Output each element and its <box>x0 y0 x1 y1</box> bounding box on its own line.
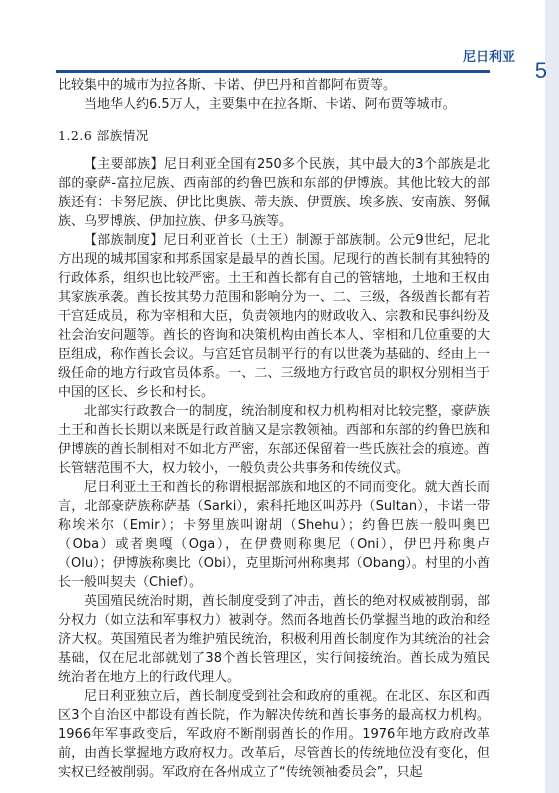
paragraph-after-independence: 尼日利亚独立后，酋长制度受到社会和政府的重视。在北区、东区和西区3个自治区中都设有酋长院，作为解决传统和酋长事务的最高权力机构。1966年军事政变后，军政府不断削弱酋长的作用。1976年地方政府改革前，由酋长掌握地方政府权力。改革后，尽管酋长的传统地位没有变化，但实权已经被削弱。军政府在各州成立了“传统领袖委员会”，只起 <box>58 689 490 780</box>
side-color-band <box>545 0 559 793</box>
paragraph-north-system: 北部实行政教合一的制度，统治制度和权力机构相对比较完整，豪萨族土王和酋长长期以来既是行政首脑又是宗教领袖。西部和东部的约鲁巴族和伊博族的酋长制相对不如北方严密，东部还保留着一些氏族社会的痕迹。酋长管辖范围不大，权力较小，一般负责公共事务和传统仪式。 <box>58 404 490 476</box>
section-heading: 1.2.6 部族情况 <box>58 128 149 143</box>
paragraph-titles: 尼日利亚土王和酋长的称谓根据部族和地区的不同而变化。就大酋长而言，北部豪萨族称萨基（Sarki），索科托地区叫苏丹（Sultan），卡诺一带称埃米尔（Emir）；卡努里族叫谢胡（Shehu）；约鲁巴族一般叫奥巴（Oba）或者奥嘎（Oga），在伊费则称奥尼（Oni），伊巴丹称奥卢（Olu）；伊博族称奥比（Obi），克里斯河州称奥邦（Obang）。村里的小酋长一般叫契夫（Chief）。 <box>58 480 490 590</box>
body-text <box>58 76 490 782</box>
paragraph-colonial-period: 英国殖民统治时期，酋长制度受到了冲击，酋长的绝对权威被削弱，部分权力（如立法和军事权力）被剥夺。然而各地酋长仍掌握当地的政治和经济大权。英国殖民者为维护殖民统治，积极利用酋长制度作为其统治的社会基础，仅在尼北部就划了38个酋长管理区，实行间接统治。酋长成为殖民统治者在地方上的行政代理人。 <box>58 594 490 685</box>
running-header-title: 尼日利亚 <box>462 50 515 65</box>
paragraph-tribal-system: 【部族制度】尼日利亚首长（土王）制源于部族制。公元9世纪，尼北方出现的城邦国家和邦系国家是最早的酋长国。尼现行的酋长制有其独特的行政体系，组织也比较严密。土王和酋长都有自己的管辖地，土地和王权由其家族承袭。酋长按其势力范围和影响分为一、二、三级，各级酋长都有若干宫廷成员，称为宰相和大臣，负责领地内的财政收入、宗教和民事纠纷及社会治安问题等。酋长的咨询和决策机构由酋长本人、宰相和几位重要的大臣组成，称作酋长会议。与宫廷官员制平行的有以世袭为基础的、经由上一级任命的地方行政官员体系。一、二、三级地方行政官员的职权分别相当于中国的区长、乡长和村长。 <box>58 233 490 400</box>
header-rule <box>56 70 490 73</box>
paragraph-continued: 比较集中的城市为拉各斯、卡诺、伊巴丹和首都阿布贾等。 <box>58 78 397 93</box>
paragraph-chinese-population: 当地华人约6.5万人，主要集中在拉各斯、卡诺、阿布贾等城市。 <box>84 97 456 112</box>
paragraph-main-tribes: 【主要部族】尼日利亚全国有250多个民族，其中最大的3个部族是北部的豪萨-富拉尼族、西南部的约鲁巴族和东部的伊博族。其他比较大的部族还有：卡努尼族、伊比比奥族、蒂夫族、伊贾族、埃多族、安南族、努佩族、乌罗博族、伊加拉族、伊多马族等。 <box>58 157 490 229</box>
page-number: 5 <box>534 58 547 83</box>
